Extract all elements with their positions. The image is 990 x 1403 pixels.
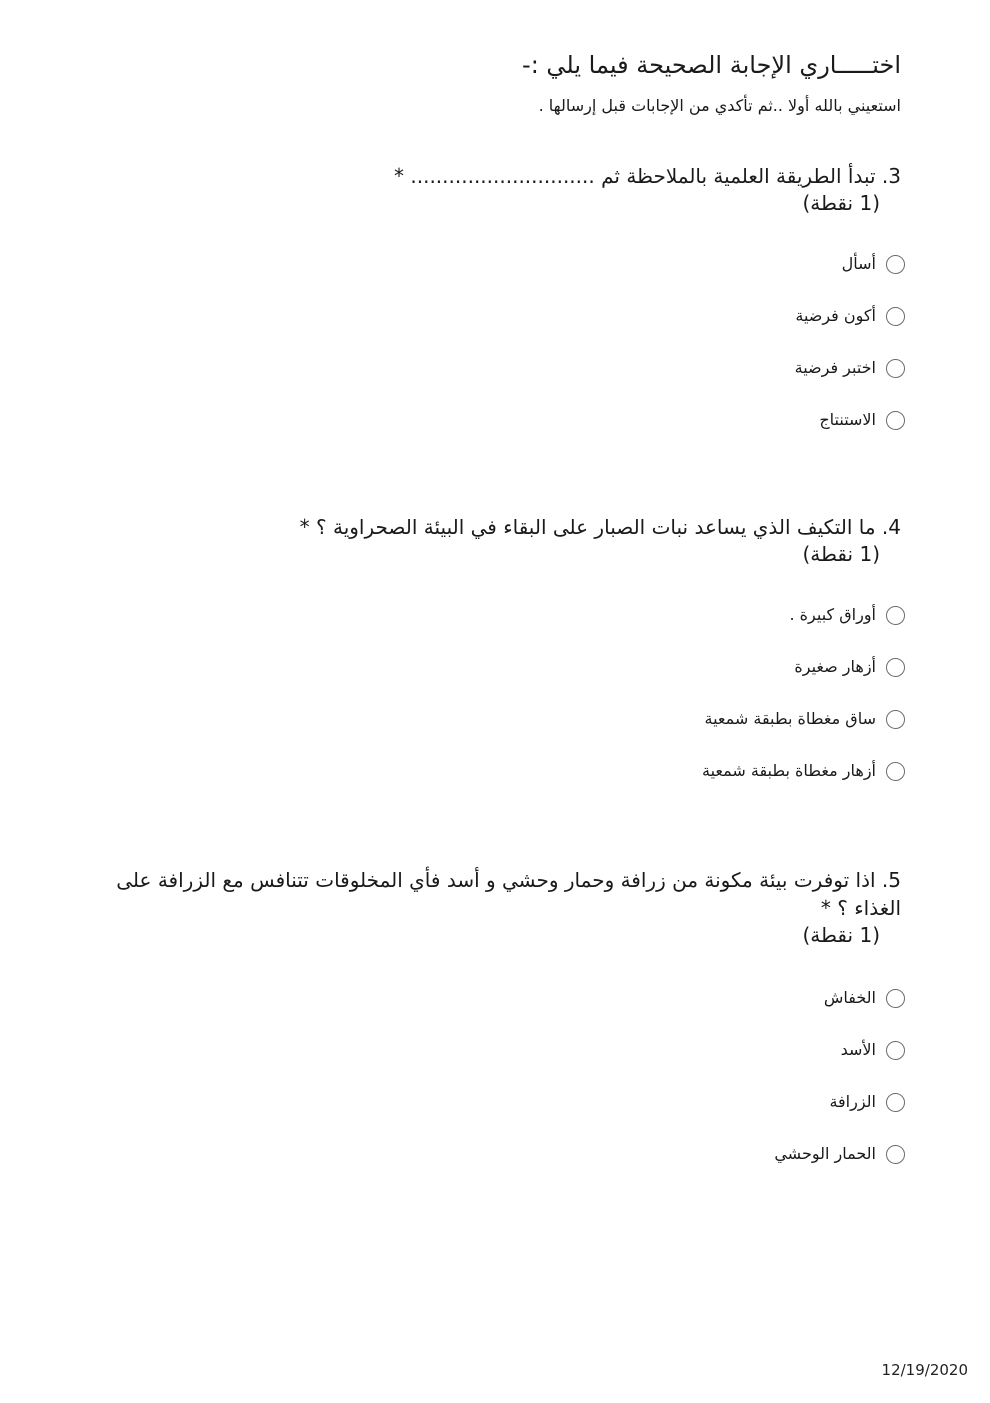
question-number: 4. bbox=[881, 515, 901, 539]
radio-button[interactable] bbox=[886, 710, 905, 729]
radio-button[interactable] bbox=[886, 989, 905, 1008]
option-label: الخفاش bbox=[823, 988, 876, 1007]
radio-button[interactable] bbox=[886, 307, 905, 326]
option-label: الأسد bbox=[840, 1040, 876, 1059]
option-label: أزهار صغيرة bbox=[794, 657, 876, 676]
option-item[interactable] bbox=[101, 342, 901, 394]
radio-button[interactable] bbox=[886, 658, 905, 677]
options-group bbox=[101, 589, 901, 797]
section-subtitle: استعيني بالله أولا ..ثم تأكدي من الإجابات قبل إرسالها . bbox=[538, 96, 901, 115]
radio-button[interactable] bbox=[886, 359, 905, 378]
question-prompt: تبدأ الطريقة العلمية بالملاحظة ثم ............................. * bbox=[394, 164, 876, 188]
question-4 bbox=[101, 513, 901, 797]
radio-button[interactable] bbox=[886, 606, 905, 625]
question-points: (1 نقطة) bbox=[802, 191, 880, 215]
options-group bbox=[101, 972, 901, 1180]
option-item[interactable] bbox=[101, 693, 901, 745]
options-group bbox=[101, 238, 901, 446]
option-label: الاستنتاج bbox=[819, 410, 876, 429]
radio-button[interactable] bbox=[886, 255, 905, 274]
question-text bbox=[101, 866, 901, 922]
option-item[interactable] bbox=[101, 589, 901, 641]
option-item[interactable] bbox=[101, 972, 901, 1024]
question-prompt: اذا توفرت بيئة مكونة من زرافة وحمار وحشي و أسد فأي المخلوقات تتنافس مع الزرافة على الغذاء ؟ * bbox=[116, 868, 901, 920]
option-label: أوراق كبيرة . bbox=[789, 605, 876, 624]
radio-button[interactable] bbox=[886, 1041, 905, 1060]
section-title: اختـــــاري الإجابة الصحيحة فيما يلي :- bbox=[522, 51, 901, 79]
option-item[interactable] bbox=[101, 1128, 901, 1180]
question-number: 3. bbox=[881, 164, 901, 188]
option-item[interactable] bbox=[101, 238, 901, 290]
option-label: الزرافة bbox=[829, 1092, 876, 1111]
option-item[interactable] bbox=[101, 290, 901, 342]
option-label: أسأل bbox=[841, 254, 876, 273]
option-label: أزهار مغطاة بطبقة شمعية bbox=[702, 761, 876, 780]
question-points: (1 نقطة) bbox=[802, 542, 880, 566]
option-label: أكون فرضية bbox=[795, 306, 876, 325]
radio-button[interactable] bbox=[886, 1093, 905, 1112]
question-prompt: ما التكيف الذي يساعد نبات الصبار على البقاء في البيئة الصحراوية ؟ * bbox=[299, 515, 876, 539]
option-item[interactable] bbox=[101, 1076, 901, 1128]
question-5 bbox=[101, 866, 901, 1180]
question-3 bbox=[101, 162, 901, 446]
option-item[interactable] bbox=[101, 641, 901, 693]
print-date: 12/19/2020 bbox=[881, 1361, 968, 1379]
option-item[interactable] bbox=[101, 1024, 901, 1076]
option-item[interactable] bbox=[101, 745, 901, 797]
radio-button[interactable] bbox=[886, 411, 905, 430]
radio-button[interactable] bbox=[886, 1145, 905, 1164]
option-item[interactable] bbox=[101, 394, 901, 446]
question-points: (1 نقطة) bbox=[802, 923, 880, 947]
radio-button[interactable] bbox=[886, 762, 905, 781]
option-label: الحمار الوحشي bbox=[774, 1144, 876, 1163]
option-label: ساق مغطاة بطبقة شمعية bbox=[704, 709, 876, 728]
option-label: اختبر فرضية bbox=[794, 358, 876, 377]
question-text bbox=[101, 513, 901, 541]
question-number: 5. bbox=[881, 868, 901, 892]
question-text bbox=[101, 162, 901, 190]
